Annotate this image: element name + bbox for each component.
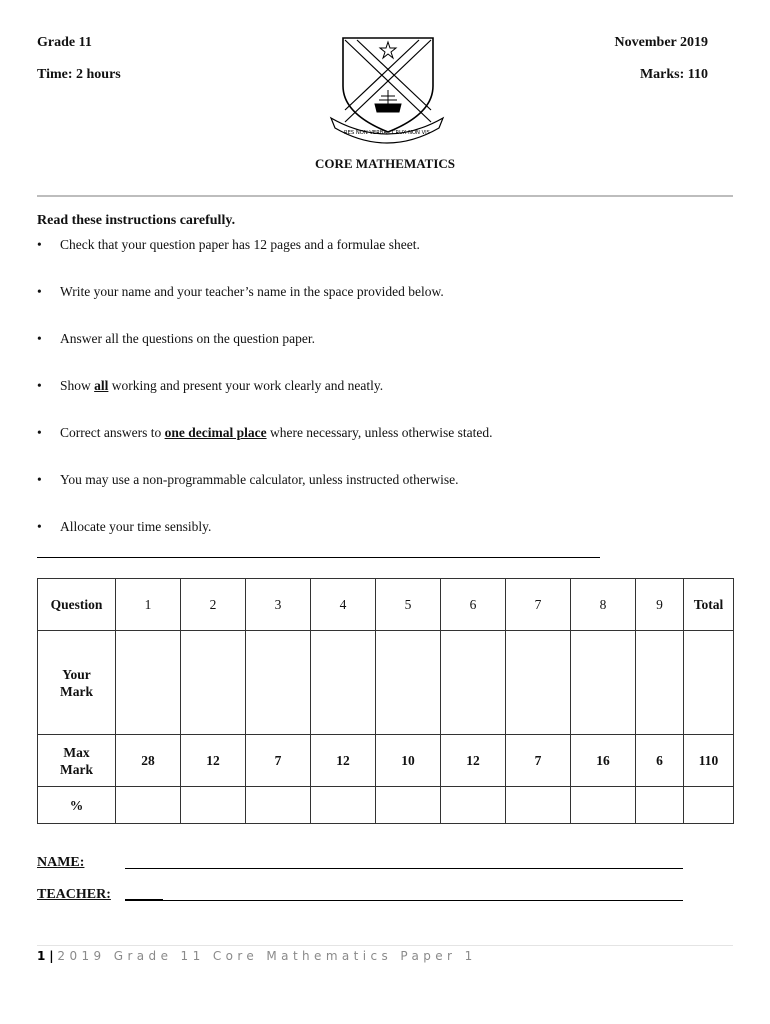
percent-cell[interactable] [246,787,311,824]
question-number: 1 [116,579,181,631]
instructions-list [37,236,727,565]
percent-cell[interactable] [636,787,684,824]
percent-cell[interactable] [116,787,181,824]
name-label: NAME: [37,855,85,870]
max-mark-value: 10 [376,735,441,787]
your-mark-row [38,631,734,735]
max-mark-value: 28 [116,735,181,787]
your-mark-cell[interactable] [571,631,636,735]
max-mark-value: 12 [311,735,376,787]
max-mark-total: 110 [684,735,734,787]
percent-cell[interactable] [311,787,376,824]
percent-total-cell[interactable] [684,787,734,824]
exam-date: November 2019 [614,35,708,50]
instruction-item: • Allocate your time sensibly. [37,519,212,534]
percent-row [38,787,734,824]
your-mark-cell[interactable] [181,631,246,735]
instructions-heading: Read these instructions carefully. [37,213,236,228]
question-number: 9 [636,579,684,631]
footer-separator: | [49,949,54,963]
percent-cell[interactable] [376,787,441,824]
max-mark-value: 7 [246,735,311,787]
crest-motto: RES NON VERBA · CRUX NON VIS [344,130,430,136]
emphasis-all: all [94,378,109,393]
school-crest-logo [327,34,447,146]
your-mark-cell[interactable] [636,631,684,735]
instruction-item: • Write your name and your teacher’s name in the space provided below. [37,284,444,299]
max-mark-value: 12 [441,735,506,787]
question-number: 5 [376,579,441,631]
max-mark-row [38,735,734,787]
your-mark-header: Your Mark [38,631,116,735]
teacher-field[interactable] [125,900,683,901]
page-number: 1 [37,949,46,963]
grade-label: Grade 11 [37,35,92,50]
question-number: 3 [246,579,311,631]
your-mark-cell[interactable] [311,631,376,735]
max-mark-value: 16 [571,735,636,787]
your-mark-total-cell[interactable] [684,631,734,735]
header-divider [37,195,733,197]
max-mark-value: 6 [636,735,684,787]
percent-cell[interactable] [181,787,246,824]
question-number: 8 [571,579,636,631]
page-title: CORE MATHEMATICS [315,156,455,171]
percent-cell[interactable] [571,787,636,824]
instruction-item: • Check that your question paper has 12 pages and a formulae sheet. [37,237,420,252]
marks-table [37,578,734,824]
question-header: Question [38,579,116,631]
max-mark-header: Max Mark [38,735,116,787]
your-mark-cell[interactable] [441,631,506,735]
your-mark-cell[interactable] [506,631,571,735]
question-row [38,579,734,631]
your-mark-cell[interactable] [376,631,441,735]
name-field[interactable] [125,868,683,869]
instruction-item: • You may use a non-programmable calculator, unless instructed otherwise. [37,472,459,487]
max-mark-value: 7 [506,735,571,787]
instructions-divider [37,557,600,558]
teacher-label: TEACHER: [37,887,111,902]
your-mark-cell[interactable] [116,631,181,735]
question-number: 2 [181,579,246,631]
page-footer [37,949,477,963]
emphasis-decimal: one decimal place [164,425,267,440]
percent-cell[interactable] [506,787,571,824]
time-label: Time: 2 hours [37,67,121,82]
instruction-item: • Answer all the questions on the question paper. [37,331,315,346]
instruction-item: • Correct answers to one decimal place where necessary, unless otherwise stated. [37,425,493,440]
question-number: 6 [441,579,506,631]
question-number: 4 [311,579,376,631]
question-number: 7 [506,579,571,631]
max-mark-value: 12 [181,735,246,787]
total-marks: Marks: 110 [639,67,708,82]
your-mark-cell[interactable] [246,631,311,735]
footer-divider [37,945,733,946]
percent-header: % [38,787,116,824]
footer-text: 2019 Grade 11 Core Mathematics Paper 1 [57,949,477,963]
total-header: Total [684,579,734,631]
percent-cell[interactable] [441,787,506,824]
instruction-item: • Show all working and present your work clearly and neatly. [37,378,384,393]
